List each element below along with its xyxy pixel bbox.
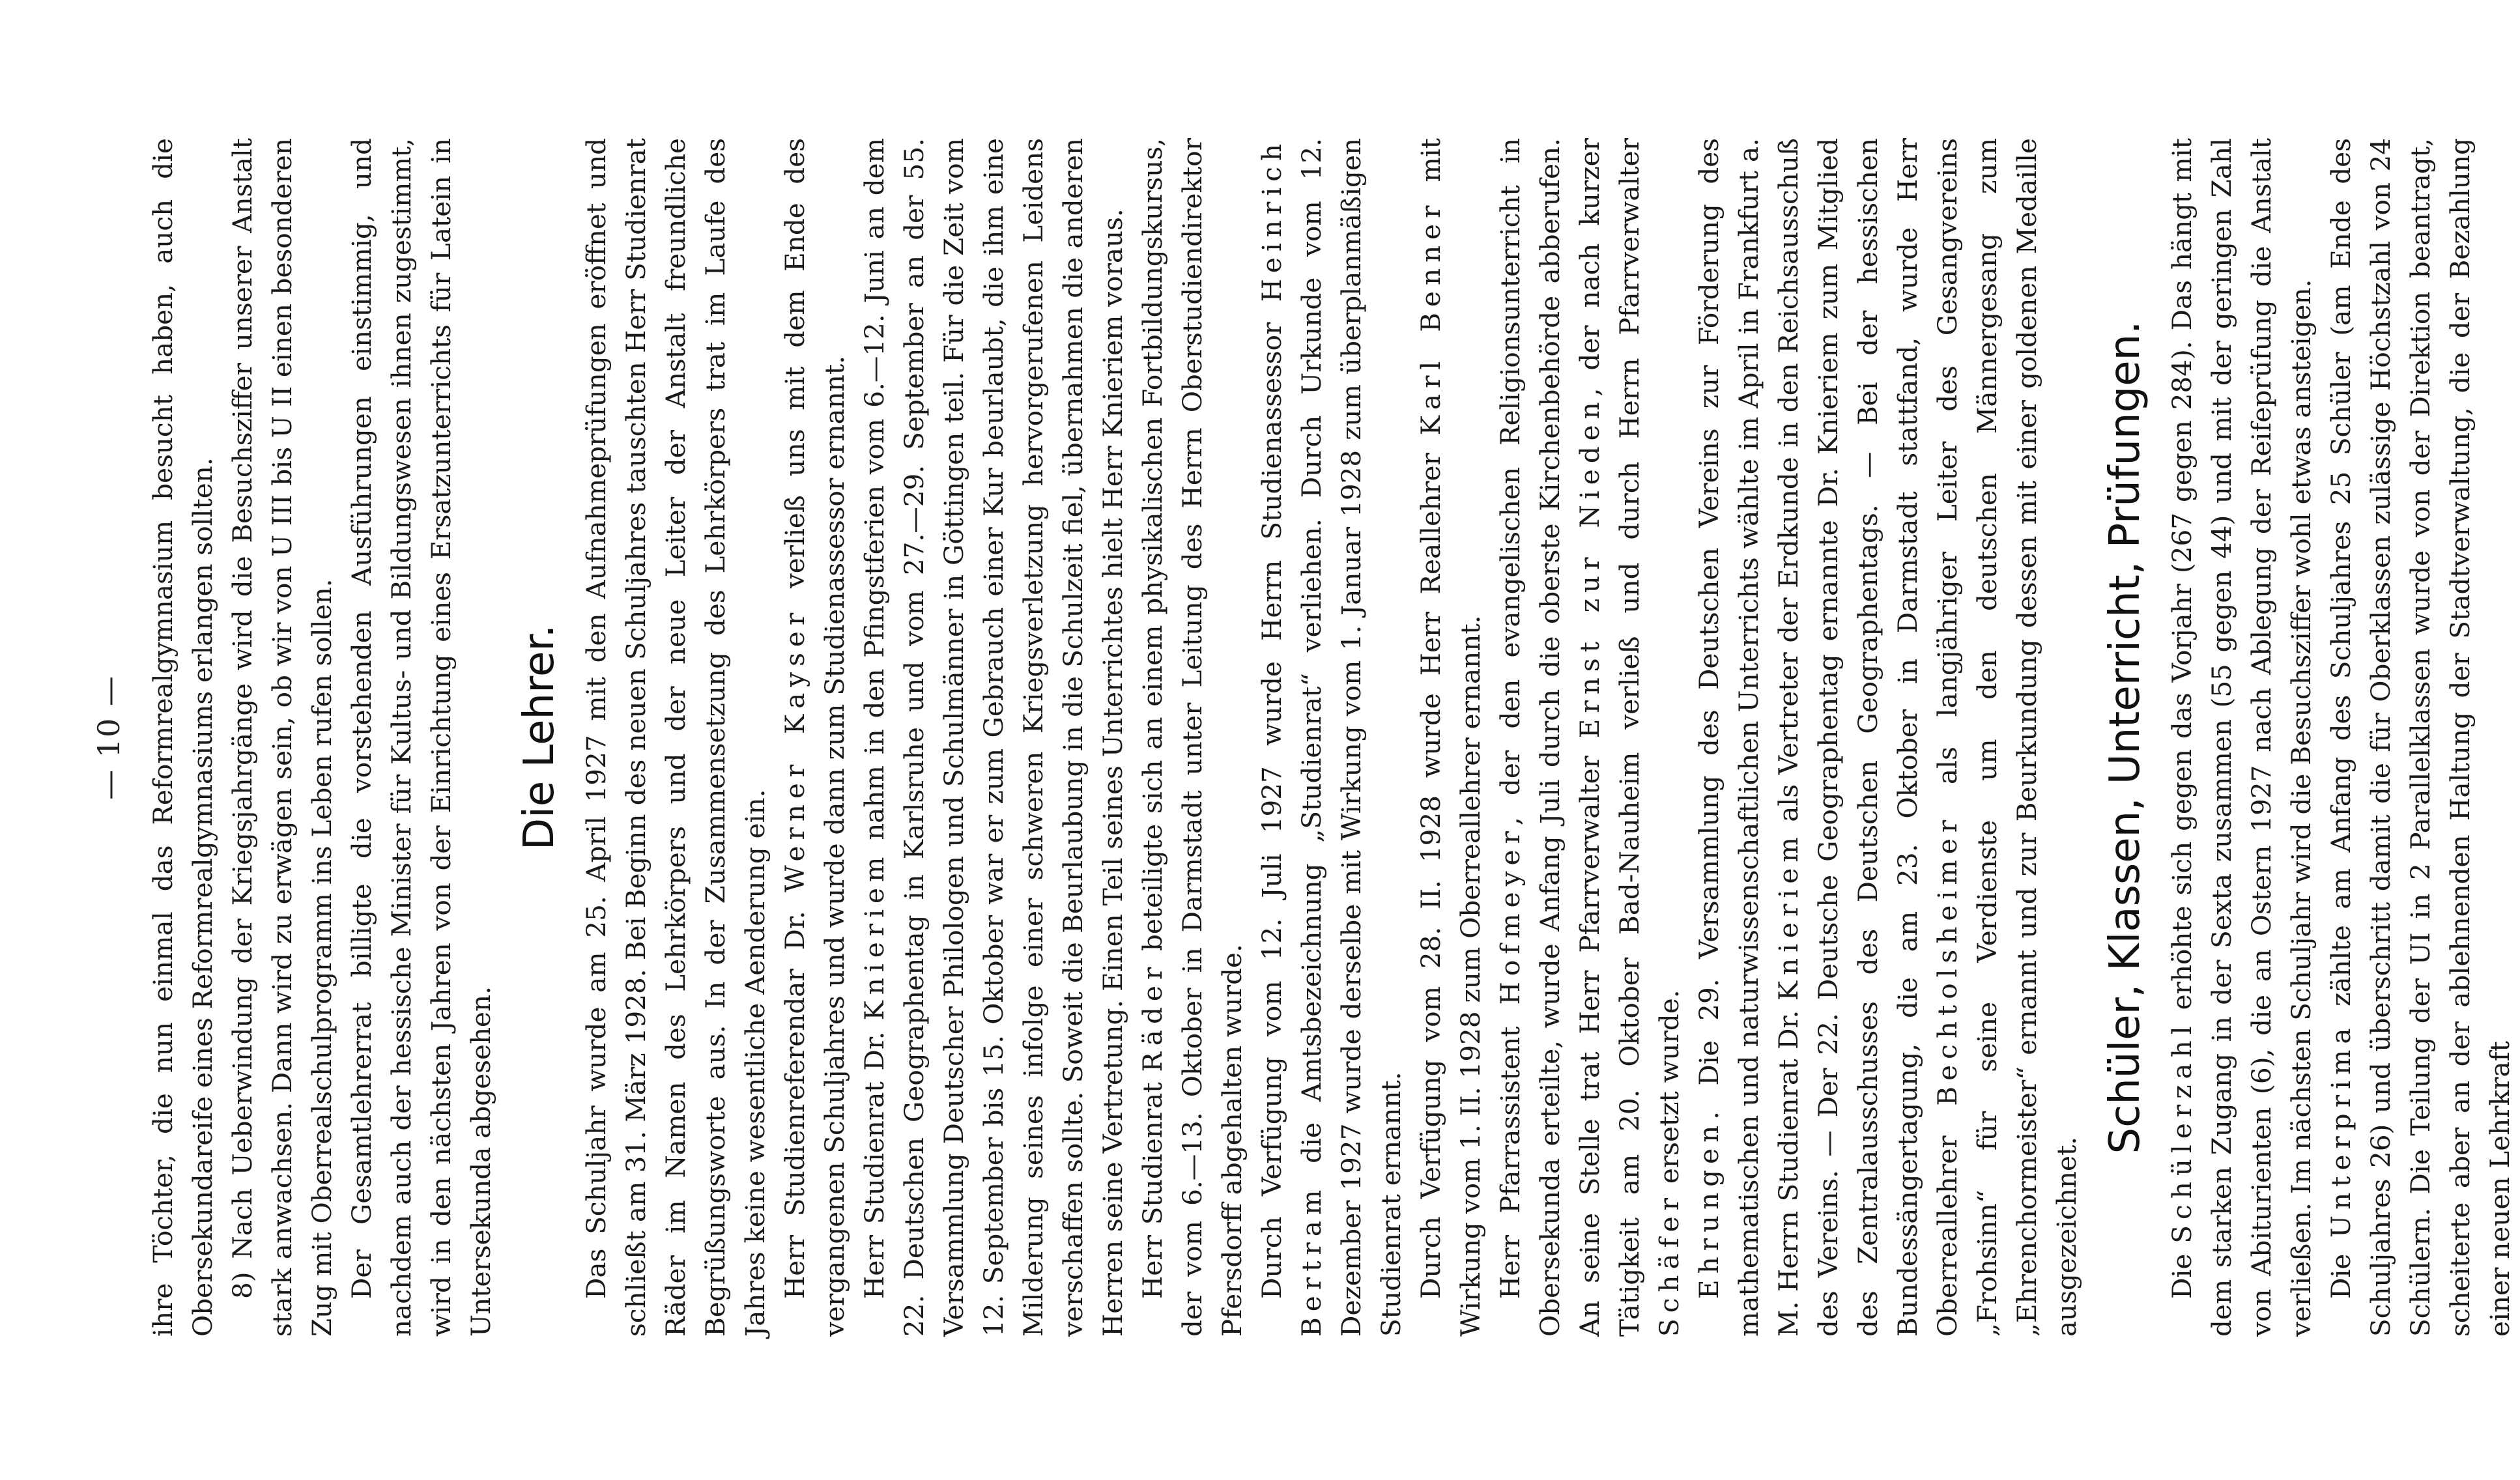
text-run: verließ uns mit dem Ende des vergangenen Schuljahres und wurde dann zum Studienassessor ernannt. xyxy=(779,138,850,1337)
text-run: Durch Verfügung vom 28. II. 1928 wurde Herr Reallehrer xyxy=(1415,435,1446,1299)
paragraph xyxy=(1689,138,2087,1337)
text-run: Herr Pfarrassistent xyxy=(1495,1004,1526,1299)
person-name: Knieriem xyxy=(859,851,890,1021)
paragraph: ihre Töchter, die nun einmal das Reformrealgymnasium besucht haben, auch die Obersekundareife eines Reformrealgymnasiums erlangen sollten. xyxy=(147,138,218,1337)
paragraph xyxy=(2321,138,2520,1337)
text-run: als Vertreter der Erdkunde in den Reichsausschuß des Vereins. — Der 22. Deutsche Geographentag ernannte Dr. Knieriem zum Mitglied des Zentralausschusses des Deutschen Geographentags. — Bei der hessischen Bundessängertagung, die am 23. Oktober in Darmstadt stattfand, wurde Herr Oberreallehrer xyxy=(1773,138,1963,1337)
paragraph xyxy=(1411,138,1491,1337)
text-run: Herr Studienrat xyxy=(1137,1072,1168,1299)
section-heading-schueler: Schüler, Klassen, Unterricht, Prüfungen. xyxy=(2101,320,2149,1154)
text-run: die Amtsbezeichnung „Studienrat“ verliehen. Durch Urkunde vom 12. Dezember 1927 wurde derselbe mit Wirkung vom 1. Januar 1928 zum überplanmäßigen Studienrat ernannt. xyxy=(1296,138,1407,1337)
text-run: mit Wirkung vom 1. II. 1928 zum Oberreallehrer ernannt. xyxy=(1415,138,1486,1337)
emphasis: Unterprima xyxy=(2325,1022,2356,1238)
section-heading-lehrer: Die Lehrer. xyxy=(515,624,564,851)
text-run: Durch Verfügung vom 12. Juli 1927 wurde Herrn Studienassessor xyxy=(1256,302,1287,1299)
person-name: Heinrich Bertram xyxy=(1256,138,1327,1337)
text-run: Die xyxy=(2325,1238,2356,1299)
paragraph xyxy=(1133,138,1252,1337)
paragraph xyxy=(1491,138,1689,1337)
person-name: Knieriem xyxy=(1773,831,1804,1001)
paragraph: Der Gesamtlehrerrat billigte die vorstehenden Ausführungen einstimmig, und nachdem auch der hessische Minister für Kultus- und Bildungswesen ihnen zugestimmt, wird in den nächsten Jahren von der Einrichtung eines Ersatzunterrichts für Latein in Untersekunda abgesehen. xyxy=(346,138,496,1337)
text-run: , der den evangelischen Religionsunterricht in Obersekunda erteilte, wurde Anfang Juli durch die oberste Kirchenbehörde abberufen. An seine Stelle trat Herr Pfarrverwalter xyxy=(1495,138,1605,1337)
text-run: , der nach kurzer Tätigkeit am 20. Oktober Bad-Nauheim verließ und durch Herrn Pfarrverwalter xyxy=(1574,137,1645,1337)
paragraph: 8) Nach Ueberwindung der Kriegsjahrgänge wird die Besuchsziffer unserer Anstalt stark anwachsen. Dann wird zu erwägen sein, ob wir von U III bis U II einen besonderen Zug mit Oberrealschulprogramm ins Leben rufen sollen. xyxy=(227,138,337,1337)
person-name: Hofmeyer xyxy=(1495,825,1526,1005)
paragraph xyxy=(2162,138,2321,1337)
person-name: Ernst zur Nieden xyxy=(1574,396,1605,739)
text-run: beteiligte sich an einem physikalischen Fortbildungskursus, der vom 6.—13. Oktober in Darmstadt unter Leitung des Herrn Oberstudiendirektor Pfersdorff abgehalten wurde. xyxy=(1137,138,1248,1337)
person-name: Schäfer xyxy=(1654,1192,1685,1337)
text-run: ersetzt wurde. xyxy=(1654,989,1685,1193)
paragraph xyxy=(775,138,855,1337)
text-run: Herr Studienrat Dr. xyxy=(859,1020,890,1299)
text-run: Die 29. Versammlung des Deutschen Vereins zur Förderung des mathematischen und naturwissenschaftlichen Unterrichts wählte im April in Frankfurt a. M. Herrn Studienrat Dr. xyxy=(1693,138,1804,1337)
text-run: zählte am Anfang des Schuljahres 25 Schüler (am Ende des Schuljahres 26) und überschritt damit die für Oberklassen zulässige Höchstzahl von 24 Schülern. Die Teilung der UI in 2 Parallelklassen wurde von der Direktion beantragt, scheiterte aber an der ablehnenden Haltung der Stadtverwaltung, die der Bezahlung einer neuen Lehrkraft xyxy=(2325,138,2515,1337)
person-name: Bechtolsheimer xyxy=(1932,814,1963,1106)
emphasis: Ehrungen. xyxy=(1693,1105,1725,1299)
paragraph: Das Schuljahr wurde am 25. April 1927 mit den Aufnahmeprüfungen eröffnet und schließt am 31. März 1928. Bei Beginn des neuen Schuljahres tauschten Herr Studienrat Räder im Namen des Lehrkörpers und der neue Leiter der Anstalt freundliche Begrüßungsworte aus. In der Zusammensetzung des Lehrkörpers trat im Laufe des Jahres keine wesentliche Aenderung ein. xyxy=(580,138,771,1337)
emphasis: Schülerzahl xyxy=(2166,1020,2198,1244)
person-name: Räder xyxy=(1137,961,1168,1072)
text-run: erhöhte sich gegen das Vorjahr (267 gegen 284). Das hängt mit dem starken Zugang in der Sexta zusammen (55 gegen 44) und mit der geringen Zahl von Abiturienten (6), die an Ostern 1927 nach Ablegung der Reifeprüfung die Anstalt verließen. Im nächsten Schuljahr wird die Besuchsziffer wohl etwas ansteigen. xyxy=(2166,138,2317,1337)
person-name: Karl Benner xyxy=(1415,199,1446,436)
page-number: — 10 — xyxy=(91,675,126,800)
page-content xyxy=(91,138,2520,1337)
person-name: Werner Kayser xyxy=(779,606,810,892)
paragraph xyxy=(1252,138,1411,1337)
text-run: Herr Studienreferendar Dr. xyxy=(779,892,810,1299)
text-run: als langjähriger Leiter des Gesangvereins „Frohsinn“ für seine Verdienste um den deutschen Männergesang zum „Ehrenchormeister“ ernannt und zur Beurkundung dessen mit einer goldenen Medaille ausgezeichnet. xyxy=(1932,138,2082,1337)
text-run: Die xyxy=(2166,1243,2198,1299)
text-run: nahm in den Pfingstferien vom 6.—12. Juni an dem 22. Deutschen Geographentag in Karlsruhe und vom 27.—29. September an der 55. Versammlung Deutscher Philologen und Schulmänner in Göttingen teil. Für die Zeit vom 12. September bis 15. Oktober war er zum Gebrauch einer Kur beurlaubt, die ihm eine Milderung seines infolge einer schweren Kriegsverletzung hervorgerufenen Leidens verschaffen sollte. Soweit die Beurlaubung in die Schulzeit fiel, übernahmen die anderen Herren seine Vertretung. Einen Teil seines Unterrichtes hielt Herr Knieriem voraus. xyxy=(859,138,1128,1337)
paragraph xyxy=(855,138,1133,1337)
